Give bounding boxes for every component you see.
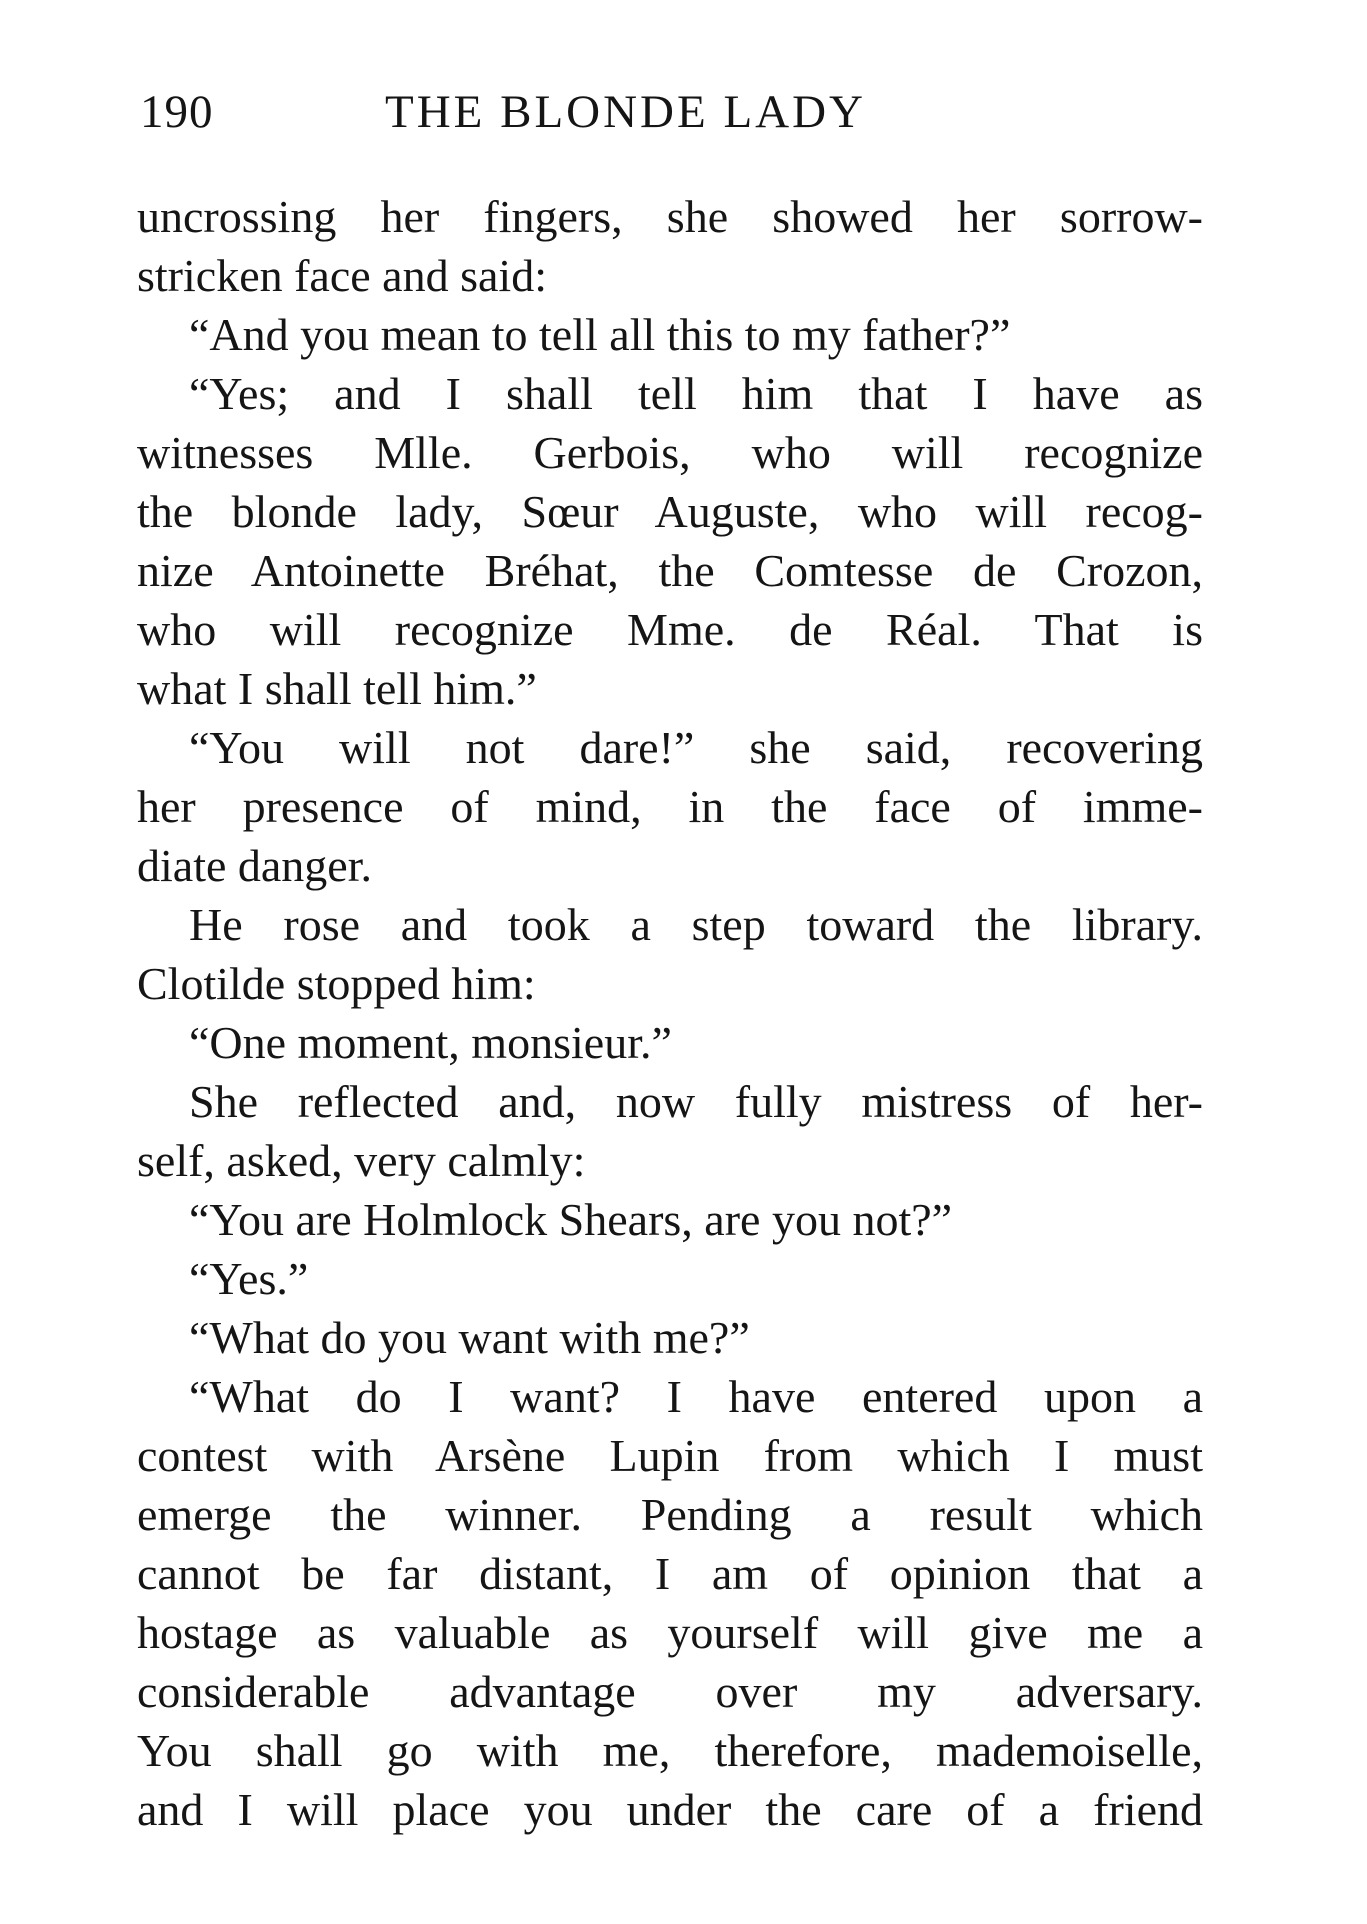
text-line: You shall go with me, therefore, mademoiselle, (137, 1725, 1203, 1776)
text-line: what I shall tell him.” (137, 663, 537, 714)
text-line: “What do I want? I have entered upon a (189, 1371, 1203, 1422)
text-line: who will recognize Mme. de Réal. That is (137, 604, 1203, 655)
body-text (137, 187, 1203, 1839)
text-line: considerable advantage over my adversary. (137, 1666, 1203, 1717)
text-line: “You are Holmlock Shears, are you not?” (189, 1194, 953, 1245)
text-line: stricken face and said: (137, 250, 547, 301)
text-line: witnesses Mlle. Gerbois, who will recognize (137, 427, 1203, 478)
running-head (140, 82, 1200, 142)
text-line: “What do you want with me?” (189, 1312, 750, 1363)
text-line: She reflected and, now fully mistress of her- (189, 1076, 1203, 1127)
text-line: uncrossing her fingers, she showed her sorrow- (137, 191, 1203, 242)
text-line: the blonde lady, Sœur Auguste, who will recog- (137, 486, 1203, 537)
text-line: nize Antoinette Bréhat, the Comtesse de Crozon, (137, 545, 1203, 596)
text-line: and I will place you under the care of a friend (137, 1784, 1203, 1835)
text-line: “One moment, monsieur.” (189, 1017, 672, 1068)
text-line: “You will not dare!” she said, recovering (189, 722, 1203, 773)
text-line: He rose and took a step toward the library. (189, 899, 1203, 950)
text-line: hostage as valuable as yourself will give me a (137, 1607, 1203, 1658)
text-line: diate danger. (137, 840, 373, 891)
text-line: “Yes.” (189, 1253, 309, 1304)
text-line: “Yes; and I shall tell him that I have as (189, 368, 1203, 419)
text-line: “And you mean to tell all this to my father?” (189, 309, 1011, 360)
text-line: self, asked, very calmly: (137, 1135, 586, 1186)
text-line: emerge the winner. Pending a result which (137, 1489, 1203, 1540)
text-line: contest with Arsène Lupin from which I must (137, 1430, 1203, 1481)
text-line: Clotilde stopped him: (137, 958, 536, 1009)
text-line: cannot be far distant, I am of opinion that a (137, 1548, 1203, 1599)
text-line: her presence of mind, in the face of imme- (137, 781, 1203, 832)
page-number: 190 (140, 86, 214, 138)
running-title: THE BLONDE LADY (385, 86, 866, 138)
